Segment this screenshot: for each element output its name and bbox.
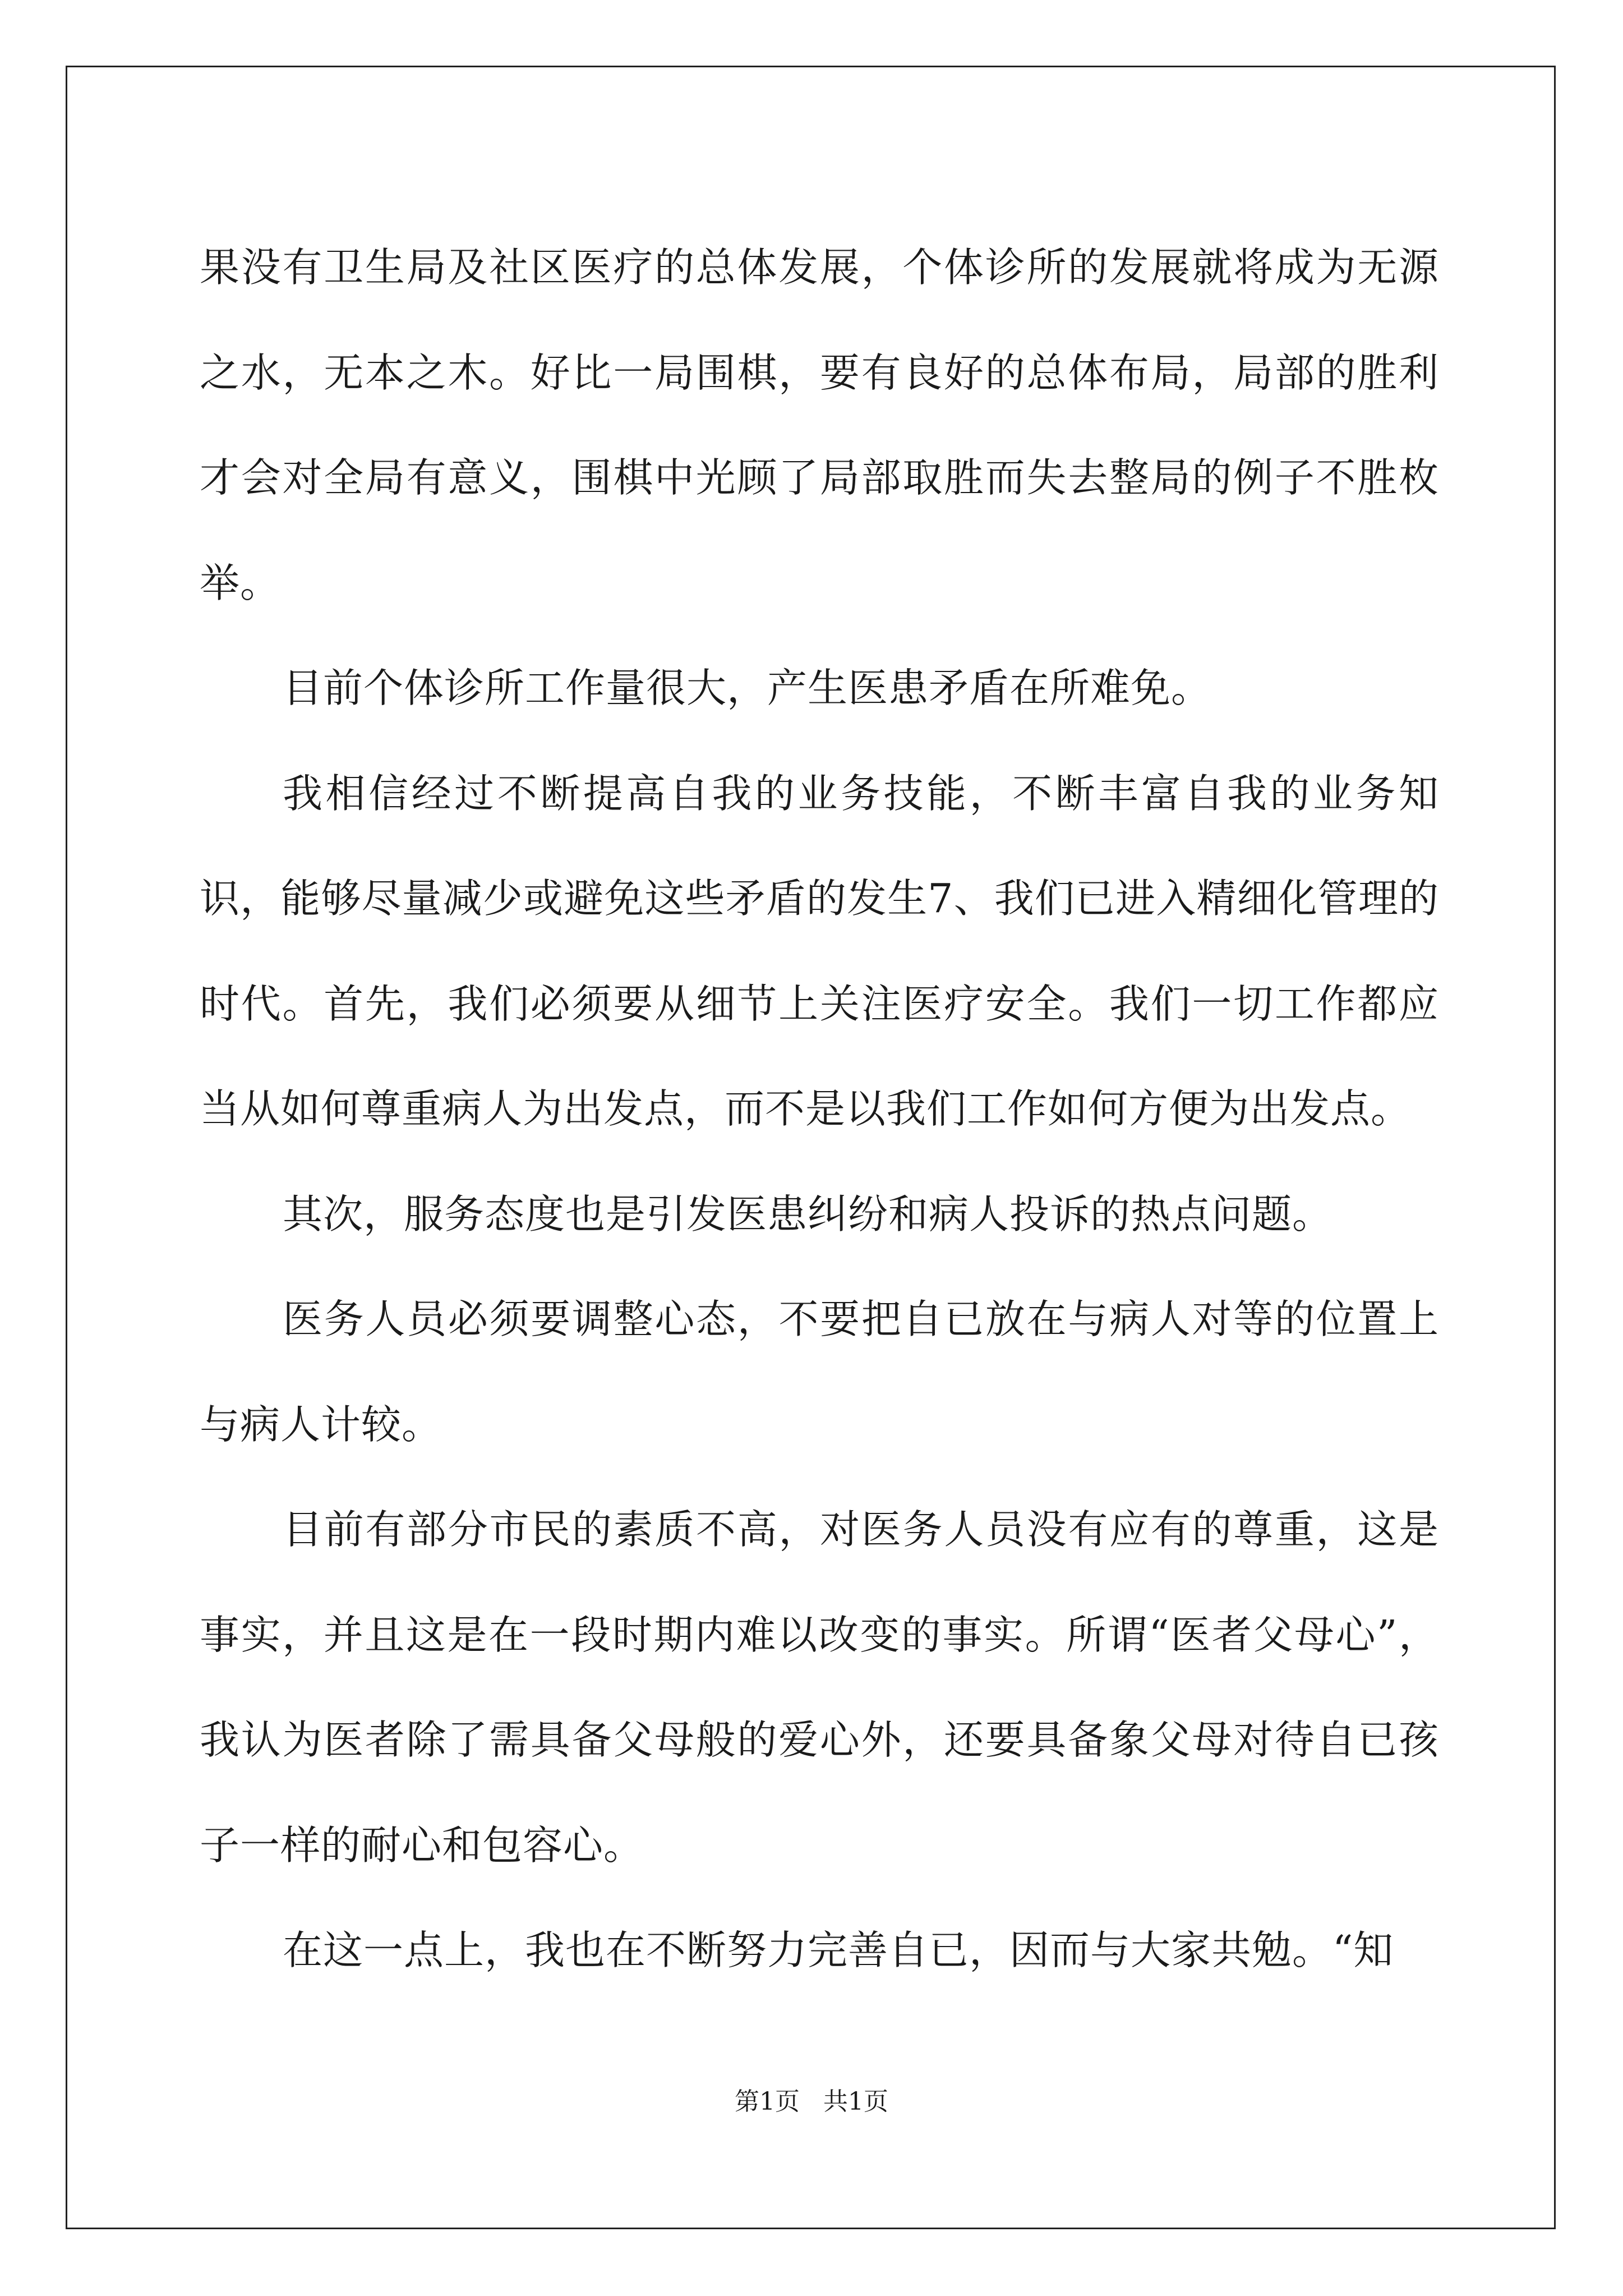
paragraph: 其次，服务态度也是引发医患纠纷和病人投诉的热点问题。 xyxy=(283,1190,1333,1237)
paragraph: 我相信经过不断提高自我的业务技能，不断丰富自我的业务知识，能够尽量减少或避免这些矛盾的发生7、我们已进入精细化管理的时代。首先，我们必须要从细节上关注医疗安全。我们一切工作都应当从如何尊重病人为出发点，而不是以我们工作如何方便为出发点。 xyxy=(200,770,1439,1132)
paragraph: 目前个体诊所工作量很大，产生医患矛盾在所难免。 xyxy=(283,665,1212,711)
paragraph: 医务人员必须要调整心态，不要把自已放在与病人对等的位置上与病人计较。 xyxy=(200,1296,1439,1448)
document-body xyxy=(200,215,1439,2003)
paragraph: 在这一点上，我也在不断努力完善自已，因而与大家共勉。“知 xyxy=(283,1927,1394,1973)
page-number-footer: 第1页 共1页 xyxy=(735,2087,888,2116)
paragraph: 果没有卫生局及社区医疗的总体发展，个体诊所的发展就将成为无源之水，无本之木。好比一局围棋，要有良好的总体布局，局部的胜利才会对全局有意义，围棋中光顾了局部取胜而失去整局的例子不胜枚举。 xyxy=(200,244,1439,606)
paragraph: 目前有部分市民的素质不高，对医务人员没有应有的尊重，这是事实，并且这是在一段时期内难以改变的事实。所谓“医者父母心”，我认为医者除了需具备父母般的爱心外，还要具备象父母对待自已孩子一样的耐心和包容心。 xyxy=(200,1506,1439,1869)
